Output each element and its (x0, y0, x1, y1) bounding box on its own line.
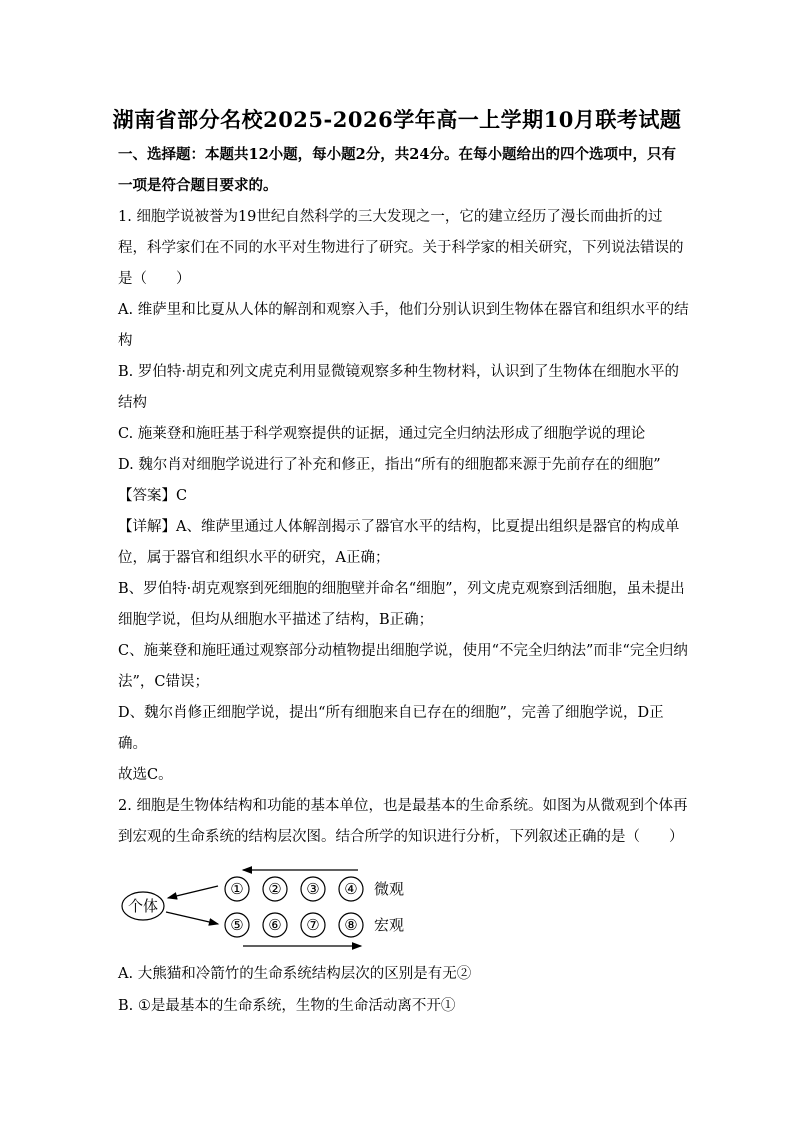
q1-explain-line-2: 位，属于器官和组织水平的研究，A正确； (118, 550, 390, 566)
life-system-hierarchy-diagram (118, 862, 418, 952)
q1-explain-line-3: B、罗伯特·胡克观察到死细胞的细胞壁并命名“细胞”，列文虎克观察到活细胞，虽未提出 (118, 581, 685, 597)
q1-explain-line-4: 细胞学说，但均从细胞水平描述了结构，B正确； (118, 612, 434, 628)
to-individual-arrow (168, 886, 218, 898)
individual-label: 个体 (127, 897, 159, 915)
level-label-2: ② (268, 880, 282, 898)
q2-stem-line-2: 到宏观的生命系统的结构层次图。结合所学的知识进行分析，下列叙述正确的是（ ） (118, 829, 684, 845)
level-label-1: ① (230, 880, 244, 898)
page-title: 湖南省部分名校2025-2026学年高一上学期10月联考试题 (112, 107, 682, 132)
q1-option-b-line-2: 结构 (118, 395, 147, 411)
q1-explain-line-6: 法”，C错误； (118, 674, 210, 690)
q1-stem-line-3: 是（ ） (118, 271, 191, 287)
q1-stem-line-2: 程，科学家们在不同的水平对生物进行了研究。关于科学家的相关研究，下列说法错误的 (118, 240, 684, 256)
level-label-7: ⑦ (306, 916, 320, 934)
micro-label: 微观 (374, 880, 405, 898)
from-individual-arrow (166, 912, 218, 924)
q1-conclusion: 故选C。 (118, 767, 173, 783)
level-label-6: ⑥ (268, 916, 282, 934)
q1-option-a-line-1: A. 维萨里和比夏从人体的解剖和观察入手，他们分别认识到生物体在器官和组织水平的结 (118, 302, 689, 318)
q1-option-d: D. 魏尔肖对细胞学说进行了补充和修正，指出“所有的细胞都来源于先前存在的细胞” (118, 457, 661, 473)
q1-answer: 【答案】C (118, 488, 188, 504)
level-label-5: ⑤ (230, 916, 244, 934)
q2-option-b: B. ①是最基本的生命系统，生物的生命活动离不开① (118, 998, 456, 1014)
q1-option-a-line-2: 构 (118, 333, 133, 349)
section-instruction-line-2: 一项是符合题目要求的。 (118, 177, 278, 194)
q1-explain-line-5: C、施莱登和施旺通过观察部分动植物提出细胞学说，使用“不完全归纳法”而非“完全归纳 (118, 643, 688, 659)
level-label-4: ④ (344, 880, 358, 898)
q1-option-b-line-1: B. 罗伯特·胡克和列文虎克利用显微镜观察多种生物材料，认识到了生物体在细胞水平的 (118, 364, 679, 380)
q1-explain-line-7: D、魏尔肖修正细胞学说，提出“所有细胞来自已存在的细胞”，完善了细胞学说，D正 (118, 705, 664, 721)
macro-label: 宏观 (374, 916, 405, 934)
level-label-3: ③ (306, 880, 320, 898)
level-label-8: ⑧ (344, 916, 358, 934)
q1-explain-line-1: 【详解】A、维萨里通过人体解剖揭示了器官水平的结构，比夏提出组织是器官的构成单 (118, 519, 680, 535)
q2-option-a: A. 大熊猫和冷箭竹的生命系统结构层次的区别是有无② (118, 966, 472, 982)
q1-explain-line-8: 确。 (118, 736, 147, 752)
q1-stem-line-1: 1. 细胞学说被誉为19世纪自然科学的三大发现之一，它的建立经历了漫长而曲折的过 (118, 209, 663, 225)
section-instruction-line-1: 一、选择题：本题共12小题，每小题2分，共24分。在每小题给出的四个选项中，只有 (118, 146, 676, 163)
q2-stem-line-1: 2. 细胞是生物体结构和功能的基本单位，也是最基本的生命系统。如图为从微观到个体再 (118, 798, 688, 814)
q1-option-c: C. 施莱登和施旺基于科学观察提供的证据，通过完全归纳法形成了细胞学说的理论 (118, 426, 646, 442)
